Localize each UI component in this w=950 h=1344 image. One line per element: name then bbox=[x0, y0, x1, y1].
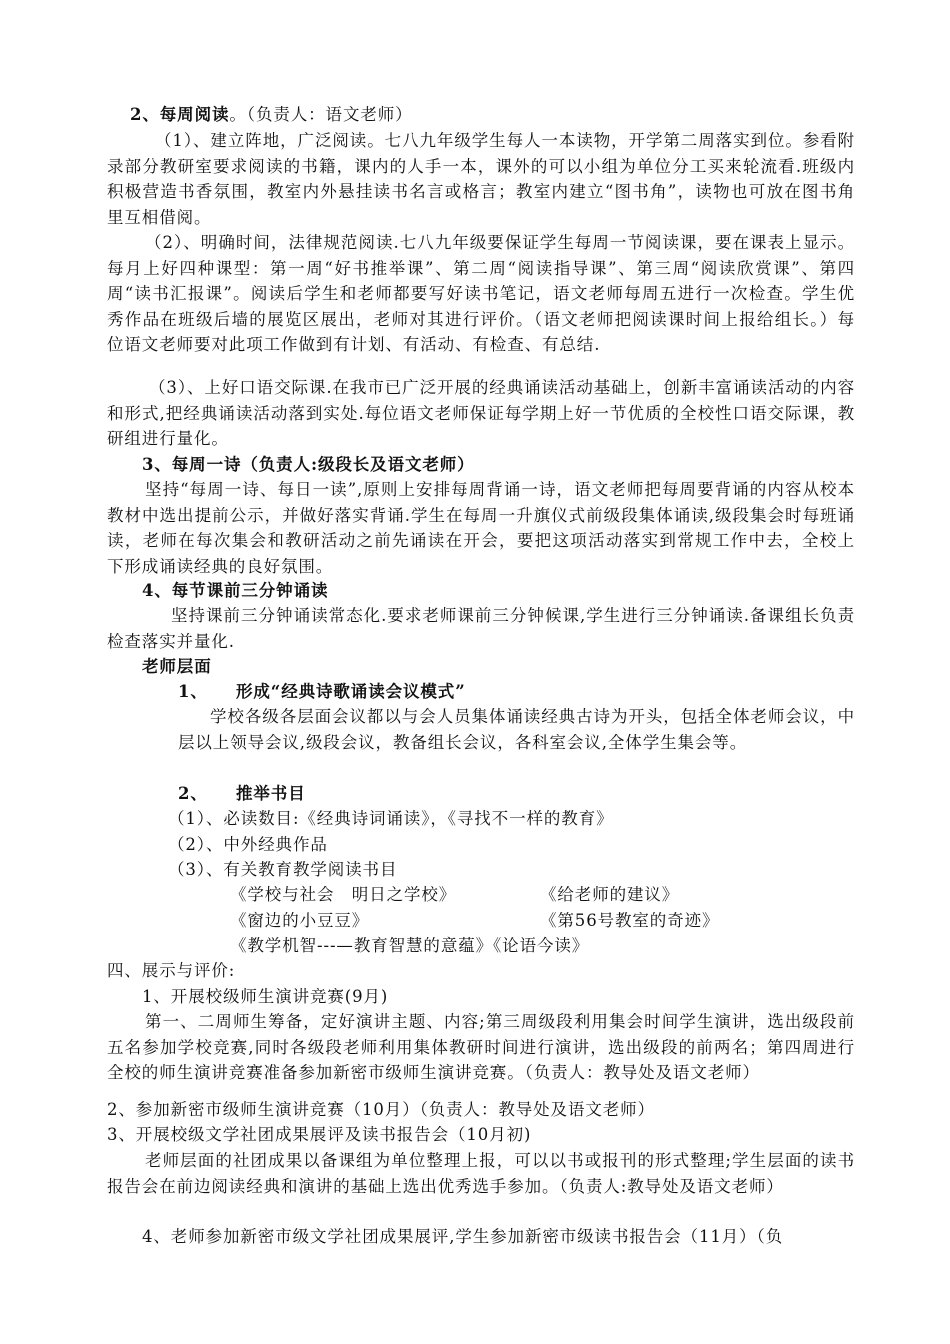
item-1-number: 1、 bbox=[178, 682, 208, 701]
paragraph-4: 坚持“每周一诗、每日一读”,原则上安排每周背诵一诗，语文老师把每周要背诵的内容从校本教材中选出提前公示，并做好落实背诵.学生在每周一升旗仪式前级段集体诵读,级段集会时每班诵读，老师在每次集会和教研活动之前先诵读在开会，要把这项活动落实到常规工作中去，全校上下形成诵读经典的良好氛围。 bbox=[107, 480, 855, 576]
item-2-title: 推举书目 bbox=[236, 784, 306, 803]
event-2-heading: 2、参加新密市级师生演讲竞赛（10月）（负责人：教导处及语文老师） bbox=[107, 1100, 655, 1119]
reading-list-classics: （2）、中外经典作品 bbox=[168, 835, 328, 854]
item-1-title: 形成“经典诗歌诵读会议模式” bbox=[236, 682, 466, 701]
reading-list-education: （3）、有关教育教学阅读书目 bbox=[168, 860, 398, 879]
book-title-3: 《窗边的小豆豆》 bbox=[230, 911, 370, 930]
heading-weekly-poem: 3、每周一诗（负责人:级段长及语文老师） bbox=[142, 455, 475, 474]
event-1-heading: 1、开展校级师生演讲竞赛(9月) bbox=[142, 987, 389, 1006]
item-2-number: 2、 bbox=[178, 784, 208, 803]
heading-weekly-reading-owner: 。（负责人：语文老师） bbox=[229, 105, 413, 124]
heading-weekly-reading-title: 2、每周阅读 bbox=[130, 105, 230, 124]
reading-list-required: （1）、必读数目:《经典诗词诵读》，《寻找不一样的教育》 bbox=[168, 809, 614, 828]
heading-teacher-level: 老师层面 bbox=[142, 657, 212, 676]
book-title-5: 《教学机智---—教育智慧的意蕴》《论语今读》 bbox=[230, 936, 590, 955]
heading-three-minutes: 4、每节课前三分钟诵读 bbox=[142, 581, 329, 600]
paragraph-1: （1）、建立阵地，广泛阅读。七八九年级学生每人一本读物，开学第二周落实到位。参看附录部分教研室要求阅读的书籍，课内的人手一本，课外的可以小组为单位分工买来轮流看.班级内积极营造书香氛围，教室内外悬挂读书名言或格言；教室内建立“图书角”，读物也可放在图书角里互相借阅。 bbox=[107, 131, 855, 227]
heading-weekly-reading bbox=[130, 102, 413, 128]
paragraph-3: （3）、上好口语交际课.在我市已广泛开展的经典诵读活动基础上，创新丰富诵读活动的内容和形式,把经典诵读活动落到实处.每位语文老师保证每学期上好一节优质的全校性口语交际课，教研组进行量化。 bbox=[107, 378, 855, 448]
item-1-body: 学校各级各层面会议都以与会人员集体诵读经典古诗为开头，包括全体老师会议，中层以上领导会议,级段会议，教备组长会议，各科室会议,全体学生集会等。 bbox=[178, 707, 855, 752]
paragraph-5: 坚持课前三分钟诵读常态化.要求老师课前三分钟候课,学生进行三分钟诵读.备课组长负责检查落实并量化. bbox=[107, 606, 855, 651]
book-title-4: 《第56号教室的奇迹》 bbox=[540, 911, 720, 930]
event-4-heading: 4、老师参加新密市级文学社团成果展评,学生参加新密市级读书报告会（11月）（负 bbox=[142, 1227, 784, 1246]
event-3-body: 老师层面的社团成果以备课组为单位整理上报，可以以书或报刊的形式整理;学生层面的读书报告会在前边阅读经典和演讲的基础上选出优秀选手参加。（负责人:教导处及语文老师） bbox=[107, 1151, 855, 1196]
book-title-2: 《给老师的建议》 bbox=[540, 885, 680, 904]
section-4-heading: 四、展示与评价: bbox=[107, 961, 236, 980]
event-1-body: 第一、二周师生筹备，定好演讲主题、内容;第三周级段利用集会时间学生演讲，选出级段前五名参加学校竞赛,同时各级段老师利用集体教研时间进行演讲，选出级段的前两名；第四周进行全校的师生演讲竞赛准备参加新密市级师生演讲竞赛。（负责人：教导处及语文老师） bbox=[107, 1012, 855, 1082]
paragraph-2: （2）、明确时间，法律规范阅读.七八九年级要保证学生每周一节阅读课，要在课表上显示。每月上好四种课型：第一周“好书推举课”、第二周“阅读指导课”、第三周“阅读欣赏课”、第四周“读书汇报课”。阅读后学生和老师都要写好读书笔记，语文老师每周五进行一次检查。学生优秀作品在班级后墙的展览区展出，老师对其进行评价。（语文老师把阅读课时间上报给组长。）每位语文老师要对此项工作做到有计划、有活动、有检查、有总结. bbox=[107, 233, 855, 354]
book-title-1: 《学校与社会 明日之学校》 bbox=[230, 885, 457, 904]
event-3-heading: 3、开展校级文学社团成果展评及读书报告会（10月初) bbox=[107, 1125, 532, 1144]
